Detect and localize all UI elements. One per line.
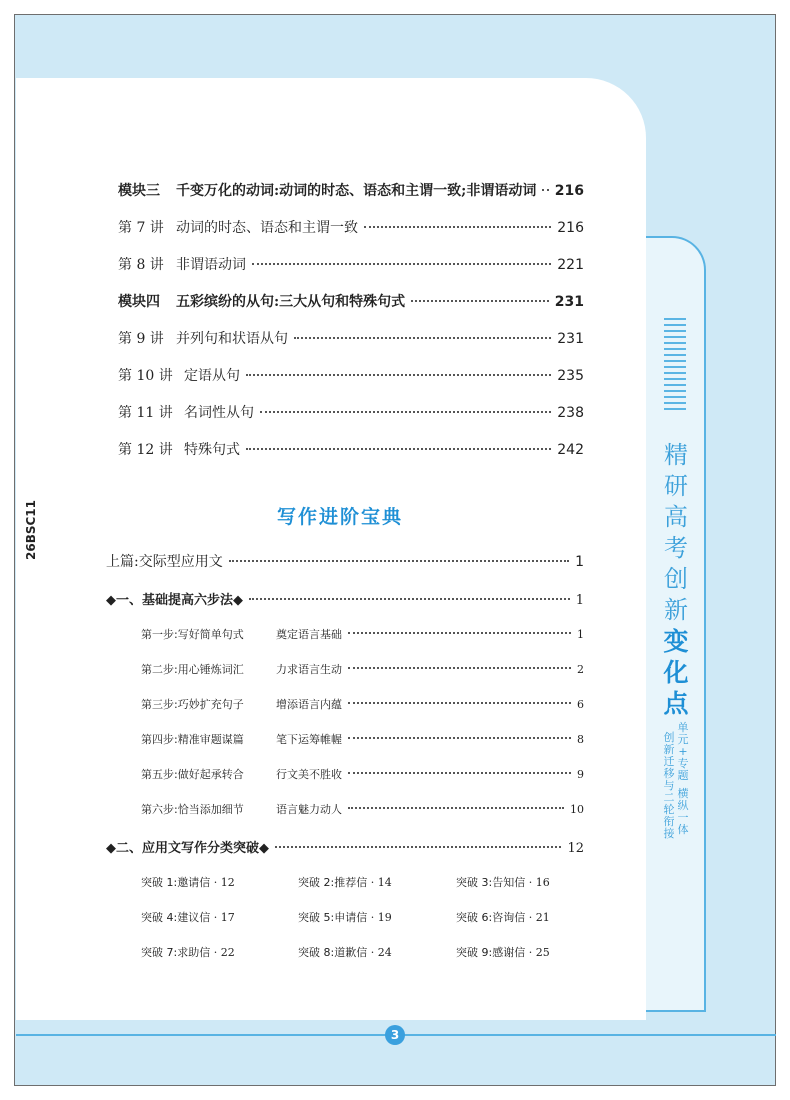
toc-page: 216	[557, 220, 584, 236]
toc-page: 235	[557, 368, 584, 384]
toc-step-entry[interactable]	[141, 661, 584, 677]
toc-page: 1	[577, 628, 584, 641]
step-desc: 增添语言内蕴	[276, 698, 342, 711]
toc-label: 第 11 讲	[118, 405, 173, 421]
toc-entry[interactable]	[118, 365, 584, 385]
side-title-char: 研	[664, 472, 688, 500]
toc-page: 1	[575, 554, 584, 570]
side-title-char: 高	[664, 503, 688, 531]
side-title-bold-char: 点	[663, 689, 689, 718]
side-sub-char: 元	[677, 733, 689, 746]
bullet-separator: ·	[213, 876, 218, 889]
toc-leader	[348, 772, 571, 774]
side-sub-char: 移	[663, 767, 675, 780]
toc-label: 第 7 讲	[118, 220, 164, 236]
toc-leader	[411, 300, 549, 302]
toc-leader	[294, 337, 551, 339]
side-title-char: 创	[664, 565, 688, 593]
toc-title: 名词性从句	[184, 405, 254, 421]
breakthrough-item[interactable]	[141, 944, 235, 960]
toc-entry[interactable]	[118, 328, 584, 348]
toc-leader	[260, 411, 551, 413]
toc-page: 6	[577, 698, 584, 711]
toc-leader	[252, 263, 551, 265]
step-label: 第三步:巧妙扩充句子	[141, 698, 244, 711]
side-sub-char: 迁	[663, 755, 675, 768]
side-sub-char: 体	[677, 823, 689, 836]
bullet-separator: ·	[528, 876, 533, 889]
toc-step-entry[interactable]	[141, 626, 584, 642]
toc-page: 231	[554, 294, 584, 310]
page-number: 3	[385, 1025, 405, 1045]
step-desc: 力求语言生动	[276, 663, 342, 676]
step-label: 第六步:恰当添加细节	[141, 803, 244, 816]
bullet-separator: ·	[370, 876, 375, 889]
side-sub-char: 横	[677, 787, 689, 800]
toc-leader	[275, 846, 561, 848]
toc-page: 12	[567, 841, 584, 856]
toc-title: ◆二、应用文写作分类突破◆	[106, 841, 269, 856]
bullet-separator: ·	[213, 911, 218, 924]
toc-step-entry[interactable]	[141, 766, 584, 782]
breakthrough-item[interactable]	[141, 874, 235, 890]
toc-label: 第 9 讲	[118, 331, 164, 347]
toc-leader	[348, 667, 571, 669]
step-label: 第五步:做好起承转合	[141, 768, 244, 781]
breakthrough-item[interactable]	[456, 874, 550, 890]
side-title-char: 新	[664, 596, 688, 624]
breakthrough-item[interactable]	[456, 944, 550, 960]
breakthrough-page: 12	[220, 876, 235, 889]
side-sub-char: 轮	[663, 803, 675, 816]
toc-title: 非谓语动词	[176, 257, 246, 273]
breakthrough-label: 突破 2:推荐信	[298, 876, 368, 889]
step-label: 第二步:用心锤炼词汇	[141, 663, 244, 676]
toc-page: 216	[554, 183, 584, 199]
toc-label: 第 12 讲	[118, 442, 173, 458]
breakthrough-label: 突破 4:建议信	[141, 911, 211, 924]
breakthrough-page: 14	[377, 876, 392, 889]
side-sub-char: +	[678, 745, 688, 758]
breakthrough-label: 突破 3:告知信	[456, 876, 526, 889]
breakthrough-label: 突破 6:咨询信	[456, 911, 526, 924]
side-sub-char: 接	[663, 827, 675, 840]
step-desc: 行文美不胜收	[276, 768, 342, 781]
toc-leader	[348, 632, 571, 634]
toc-sub-entry[interactable]	[106, 837, 584, 856]
step-desc: 笔下运筹帷幄	[276, 733, 342, 746]
toc-part-entry[interactable]	[106, 551, 584, 571]
toc-leader	[348, 737, 571, 739]
breakthrough-label: 突破 5:申请信	[298, 911, 368, 924]
toc-leader	[246, 448, 551, 450]
toc-title: 千变万化的动词:动词的时态、语态和主谓一致;非谓语动词	[176, 183, 537, 199]
breakthrough-page: 21	[535, 911, 550, 924]
bullet-separator: ·	[528, 946, 533, 959]
side-sub-char: 创	[663, 731, 675, 744]
toc-label: 模块四	[118, 294, 160, 310]
breakthrough-item[interactable]	[298, 874, 392, 890]
side-sub-char: 一	[677, 811, 689, 824]
toc-entry[interactable]	[118, 180, 584, 200]
breakthrough-page: 24	[377, 946, 392, 959]
toc-title: 并列句和状语从句	[176, 331, 288, 347]
step-desc: 语言魅力动人	[276, 803, 342, 816]
side-sub-char: 二	[663, 791, 675, 804]
toc-leader	[348, 807, 564, 809]
bullet-separator: ·	[370, 946, 375, 959]
toc-title: 五彩缤纷的从句:三大从句和特殊句式	[176, 294, 406, 310]
breakthrough-page: 16	[535, 876, 550, 889]
toc-title: 上篇:交际型应用文	[106, 554, 223, 570]
bullet-separator: ·	[370, 911, 375, 924]
side-sub-char: 题	[677, 769, 689, 782]
toc-title: 特殊句式	[184, 442, 240, 458]
toc-page: 242	[557, 442, 584, 458]
toc-entry[interactable]	[118, 254, 584, 274]
toc-leader	[364, 226, 551, 228]
book-code: 26BSC11	[24, 500, 38, 560]
toc-step-entry[interactable]	[141, 696, 584, 712]
toc-label: 模块三	[118, 183, 160, 199]
breakthrough-label: 突破 1:邀请信	[141, 876, 211, 889]
side-subtitle-right	[676, 722, 690, 836]
toc-label: 第 8 讲	[118, 257, 164, 273]
toc-leader	[249, 598, 570, 600]
toc-page: 2	[577, 663, 584, 676]
toc-title: ◆一、基础提高六步法◆	[106, 593, 243, 608]
toc-entry[interactable]	[118, 217, 584, 237]
toc-entry[interactable]	[118, 402, 584, 422]
breakthrough-page: 22	[220, 946, 235, 959]
toc-page: 8	[577, 733, 584, 746]
side-title-bold-char: 变	[663, 627, 689, 656]
step-label: 第四步:精准审题谋篇	[141, 733, 244, 746]
side-sub-char: 与	[663, 779, 675, 792]
toc-step-entry[interactable]	[141, 801, 584, 817]
toc-page: 238	[557, 405, 584, 421]
toc-title: 定语从句	[184, 368, 240, 384]
side-title-char: 精	[664, 441, 688, 469]
breakthrough-item[interactable]	[298, 944, 392, 960]
breakthrough-page: 19	[377, 911, 392, 924]
breakthrough-item[interactable]	[298, 909, 392, 925]
breakthrough-item[interactable]	[456, 909, 550, 925]
toc-leader	[246, 374, 551, 376]
toc-page: 1	[575, 593, 584, 608]
toc-title: 动词的时态、语态和主谓一致	[176, 220, 358, 236]
toc-entry[interactable]	[118, 439, 584, 459]
stripe-decoration	[664, 318, 686, 414]
toc-sub-entry[interactable]	[106, 589, 584, 608]
side-title-bold-char: 化	[663, 658, 689, 687]
toc-entry[interactable]	[118, 291, 584, 311]
step-desc: 奠定语言基础	[276, 628, 342, 641]
side-sub-char: 单	[677, 721, 689, 734]
toc-page: 9	[577, 768, 584, 781]
side-title	[662, 440, 690, 719]
breakthrough-page: 17	[220, 911, 235, 924]
side-title-char: 考	[664, 534, 688, 562]
side-sub-char: 纵	[677, 799, 689, 812]
side-sub-char: 新	[663, 743, 675, 756]
side-sub-char: 衔	[663, 815, 675, 828]
toc-leader	[542, 189, 548, 191]
side-sub-char: 专	[677, 757, 689, 770]
step-label: 第一步:写好简单句式	[141, 628, 244, 641]
breakthrough-page: 25	[535, 946, 550, 959]
toc-page: 10	[570, 803, 584, 816]
side-subtitle-left	[662, 732, 676, 840]
breakthrough-item[interactable]	[141, 909, 235, 925]
toc-leader	[348, 702, 571, 704]
toc-leader	[229, 560, 569, 562]
section-title: 写作进阶宝典	[276, 506, 403, 528]
toc-step-entry[interactable]	[141, 731, 584, 747]
bullet-separator: ·	[213, 946, 218, 959]
breakthrough-label: 突破 7:求助信	[141, 946, 211, 959]
toc-page: 231	[557, 331, 584, 347]
bullet-separator: ·	[528, 911, 533, 924]
toc-label: 第 10 讲	[118, 368, 173, 384]
toc-page: 221	[557, 257, 584, 273]
breakthrough-label: 突破 8:道歉信	[298, 946, 368, 959]
breakthrough-label: 突破 9:感谢信	[456, 946, 526, 959]
